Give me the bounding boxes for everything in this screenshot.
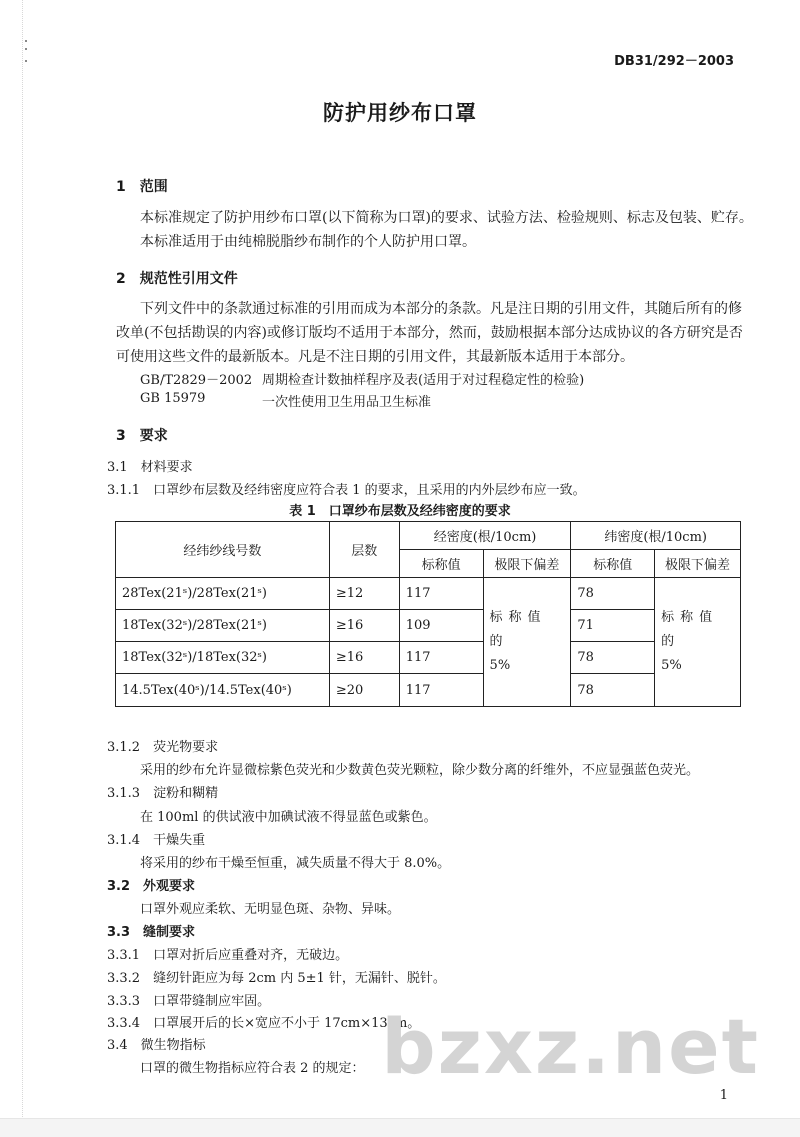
reference-code: GB/T2829－2002	[140, 373, 253, 388]
subsection-3-1-3: 3.1.3 淀粉和糊精	[107, 786, 219, 801]
subsection-3-3-1: 3.3.1 口罩对折后应重叠对齐，无破边。	[107, 948, 349, 963]
weft-deviation-line-1: 标称值的	[661, 610, 719, 649]
section-heading-references: 2 规范性引用文件	[116, 271, 238, 287]
standard-code: DB31/292－2003	[614, 54, 734, 69]
subsection-3-1: 3.1 材料要求	[107, 460, 193, 475]
cell-layers: ≥16	[329, 642, 399, 674]
table-row	[116, 578, 741, 610]
subsection-3-3-4: 3.3.4 口罩展开后的长×宽应不小于 17cm×13cm。	[107, 1016, 421, 1031]
page-footer-bar	[0, 1118, 800, 1137]
header-layers: 层数	[329, 522, 399, 578]
cell-layers: ≥20	[329, 674, 399, 707]
subsection-3-2: 3.2 外观要求	[107, 879, 196, 894]
section-heading-scope: 1 范围	[116, 179, 168, 195]
yarn-density-table	[115, 521, 741, 707]
cell-warp: 117	[399, 578, 483, 610]
table-caption: 表 1 口罩纱布层数及经纬密度的要求	[289, 504, 511, 519]
header-warp-density: 经密度(根/10cm)	[399, 522, 571, 550]
table-row	[116, 674, 741, 707]
scope-paragraph-1: 本标准规定了防护用纱布口罩(以下简称为口罩)的要求、试验方法、检验规则、标志及包装、贮存。	[140, 210, 753, 226]
cell-warp: 117	[399, 642, 483, 674]
cell-yarn: 14.5Tex(40ˢ)/14.5Tex(40ˢ)	[116, 674, 330, 707]
cell-yarn: 28Tex(21ˢ)/28Tex(21ˢ)	[116, 578, 330, 610]
subsection-3-1-1: 3.1.1 口罩纱布层数及经纬密度应符合表 1 的要求，且采用的内外层纱布应一致。	[107, 483, 586, 498]
fluorescence-text: 采用的纱布允许显微棕紫色荧光和少数黄色荧光颗粒，除少数分离的纤维外，不应显强蓝色荧光。	[140, 763, 700, 778]
watermark: bzxz.net	[381, 1002, 760, 1091]
cell-layers: ≥12	[329, 578, 399, 610]
cell-weft: 78	[571, 578, 655, 610]
cell-warp: 117	[399, 674, 483, 707]
subsection-3-3: 3.3 缝制要求	[107, 925, 196, 940]
appearance-text: 口罩外观应柔软、无明显色斑、杂物、异味。	[140, 902, 401, 917]
cell-weft-deviation	[655, 578, 741, 707]
subsection-3-1-2: 3.1.2 荧光物要求	[107, 740, 219, 755]
subsection-3-3-3: 3.3.3 口罩带缝制应牢固。	[107, 994, 271, 1009]
scan-mark	[25, 48, 27, 50]
warp-deviation-line-2: 5%	[489, 658, 511, 673]
table-header-row	[116, 522, 741, 550]
header-weft-density: 纬密度(根/10cm)	[571, 522, 741, 550]
subsection-3-3-2: 3.3.2 缝纫针距应为每 2cm 内 5±1 针，无漏针、脱针。	[107, 971, 446, 986]
table-row	[116, 642, 741, 674]
reference-code: GB 15979	[140, 391, 206, 406]
cell-warp-deviation	[483, 578, 571, 707]
reference-name: 周期检查计数抽样程序及表(适用于对过程稳定性的检验)	[262, 373, 585, 388]
cell-weft: 78	[571, 642, 655, 674]
references-paragraph-line-1: 下列文件中的条款通过标准的引用而成为本部分的条款。凡是注日期的引用文件，其随后所有的修	[140, 301, 742, 317]
scan-mark	[25, 60, 27, 62]
weft-deviation-line-2: 5%	[661, 658, 682, 673]
scope-paragraph-2: 本标准适用于由纯棉脱脂纱布制作的个人防护用口罩。	[140, 234, 476, 250]
header-weft-deviation: 极限下偏差	[655, 550, 741, 578]
subsection-3-1-4: 3.1.4 干燥失重	[107, 833, 206, 848]
table-row	[116, 610, 741, 642]
reference-name: 一次性使用卫生用品卫生标准	[262, 395, 432, 410]
header-yarn: 经纬纱线号数	[116, 522, 330, 578]
cell-yarn: 18Tex(32ˢ)/18Tex(32ˢ)	[116, 642, 330, 674]
scan-mark	[25, 40, 27, 42]
starch-text: 在 100ml 的供试液中加碘试液不得显蓝色或紫色。	[140, 810, 437, 825]
drying-loss-text: 将采用的纱布干燥至恒重，减失质量不得大于 8.0%。	[140, 856, 451, 871]
header-weft-nominal: 标称值	[571, 550, 655, 578]
microbial-text: 口罩的微生物指标应符合表 2 的规定：	[140, 1061, 365, 1076]
section-heading-requirements: 3 要求	[116, 428, 168, 444]
page-title: 防护用纱布口罩	[323, 101, 477, 125]
cell-weft: 78	[571, 674, 655, 707]
references-paragraph-line-2: 改单(不包括勘误的内容)或修订版均不适用于本部分，然而，鼓励根据本部分达成协议的各方研究是否	[116, 325, 743, 341]
cell-yarn: 18Tex(32ˢ)/28Tex(21ˢ)	[116, 610, 330, 642]
page-number: 1	[719, 1088, 728, 1103]
cell-layers: ≥16	[329, 610, 399, 642]
subsection-3-4: 3.4 微生物指标	[107, 1038, 206, 1053]
references-paragraph-line-3: 可使用这些文件的最新版本。凡是不注日期的引用文件，其最新版本适用于本部分。	[116, 349, 634, 365]
header-warp-deviation: 极限下偏差	[483, 550, 571, 578]
cell-weft: 71	[571, 610, 655, 642]
scan-edge	[0, 0, 23, 1137]
warp-deviation-line-1: 标称值的	[489, 610, 547, 649]
cell-warp: 109	[399, 610, 483, 642]
header-warp-nominal: 标称值	[399, 550, 483, 578]
